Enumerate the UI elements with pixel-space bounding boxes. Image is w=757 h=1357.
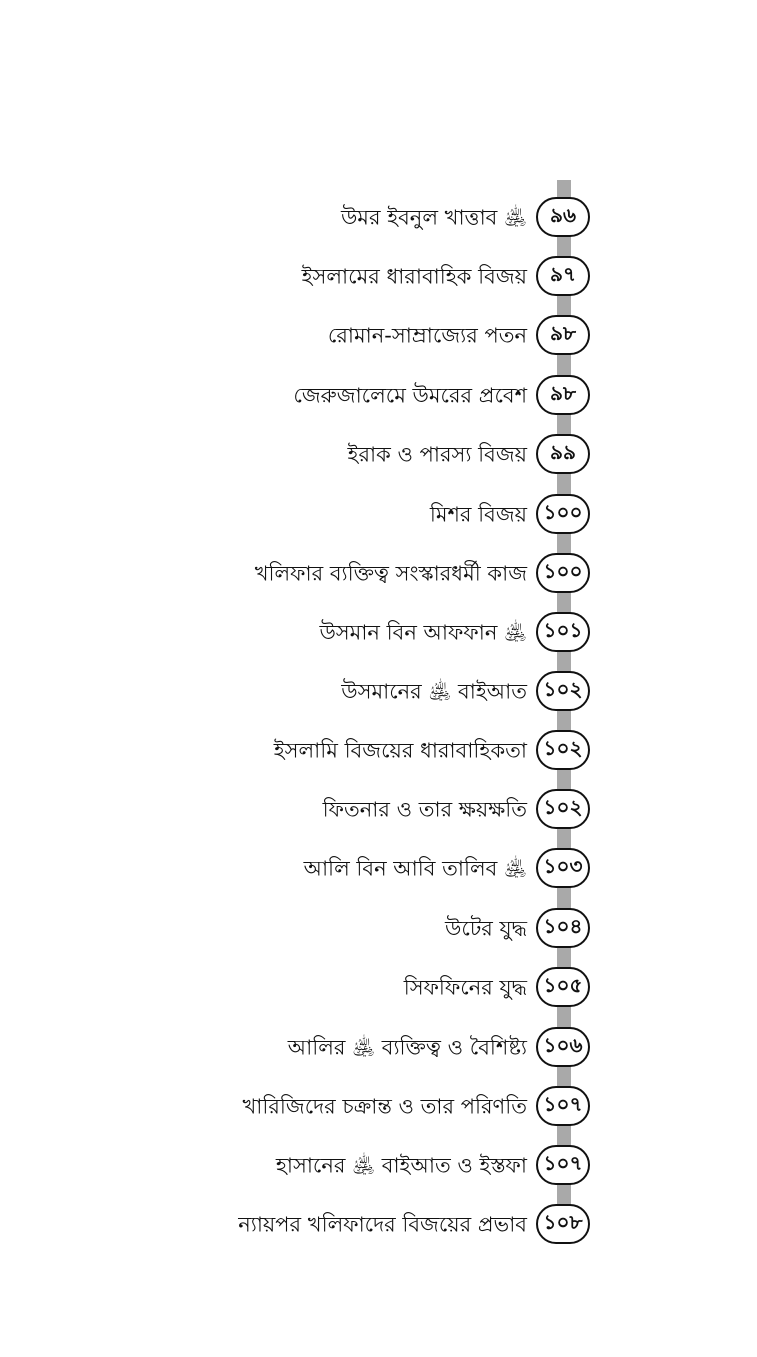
toc-entry-title: উটের যুদ্ধ (445, 916, 527, 941)
toc-entry[interactable] (0, 1143, 757, 1191)
toc-entry-page-number: ১০৭ (536, 1086, 590, 1126)
toc-entry-title: হাসানের ﵁ বাইআত ও ইস্তফা (275, 1153, 527, 1178)
toc-entry-title: মিশর বিজয় (429, 502, 527, 527)
toc-entry-page-number: ১০২ (536, 671, 590, 711)
toc-entry-title: সিফফিনের যুদ্ধ (403, 975, 527, 1000)
toc-entry-title: ইসলামি বিজয়ের ধারাবাহিকতা (273, 738, 527, 763)
toc-entry[interactable] (0, 551, 757, 599)
toc-entry-page-number: ১০২ (536, 789, 590, 829)
toc-entry-title: ফিতনার ও তার ক্ষয়ক্ষতি (322, 797, 527, 822)
toc-entry[interactable] (0, 373, 757, 421)
toc-entry[interactable] (0, 846, 757, 894)
toc-entry-title: খারিজিদের চক্রান্ত ও তার পরিণতি (242, 1094, 527, 1119)
toc-entry[interactable] (0, 965, 757, 1013)
toc-entry-page-number: ৯৮ (536, 315, 590, 355)
toc-entry[interactable] (0, 1025, 757, 1073)
toc-entry[interactable] (0, 787, 757, 835)
toc-entry-page-number: ১০০ (536, 553, 590, 593)
toc-entry-page-number: ১০৩ (536, 848, 590, 888)
toc-entry[interactable] (0, 1084, 757, 1132)
toc-entry-page-number: ৯৯ (536, 434, 590, 474)
toc-entry[interactable] (0, 669, 757, 717)
toc-entry-page-number: ১০১ (536, 612, 590, 652)
toc-entry-page-number: ১০৬ (536, 1027, 590, 1067)
toc-entry-page-number: ১০৫ (536, 967, 590, 1007)
toc-entry[interactable] (0, 610, 757, 658)
toc-entry-page-number: ১০০ (536, 494, 590, 534)
toc-entry-title: উসমান বিন আফফান ﵁ (319, 620, 527, 645)
toc-entry-page-number: ৯৮ (536, 375, 590, 415)
toc-entry[interactable] (0, 906, 757, 954)
toc-entry-title: আলির ﵁ ব্যক্তিত্ব ও বৈশিষ্ট্য (287, 1035, 527, 1060)
toc-entry-page-number: ১০২ (536, 730, 590, 770)
toc-entry-title: ন্যায়পর খলিফাদের বিজয়ের প্রভাব (238, 1212, 527, 1237)
toc-entry[interactable] (0, 728, 757, 776)
toc-entry-page-number: ৯৬ (536, 197, 590, 237)
toc-entry-title: জেরুজালেমে উমরের প্রবেশ (293, 383, 527, 408)
toc-entry-page-number: ১০৪ (536, 908, 590, 948)
toc-entry-page-number: ১০৭ (536, 1145, 590, 1185)
toc-entry[interactable] (0, 1202, 757, 1250)
toc-entry-title: উমর ইবনুল খাত্তাব ﵁ (340, 205, 527, 230)
toc-entry[interactable] (0, 432, 757, 480)
toc-entry-title: খলিফার ব্যক্তিত্ব সংস্কারধর্মী কাজ (254, 561, 527, 586)
toc-entry[interactable] (0, 313, 757, 361)
toc-entry[interactable] (0, 195, 757, 243)
toc-entry[interactable] (0, 254, 757, 302)
toc-entry-title: ইসলামের ধারাবাহিক বিজয় (301, 264, 527, 289)
toc-entry-page-number: ১০৮ (536, 1204, 590, 1244)
toc-entry-title: আলি বিন আবি তালিব ﵁ (303, 856, 527, 881)
toc-entry-title: ইরাক ও পারস্য বিজয় (347, 442, 527, 467)
toc-entry-title: রোমান-সাম্রাজ্যের পতন (327, 323, 527, 348)
toc-entry-page-number: ৯৭ (536, 256, 590, 296)
toc-entry-title: উসমানের ﵁ বাইআত (341, 679, 527, 704)
toc-entry[interactable] (0, 492, 757, 540)
